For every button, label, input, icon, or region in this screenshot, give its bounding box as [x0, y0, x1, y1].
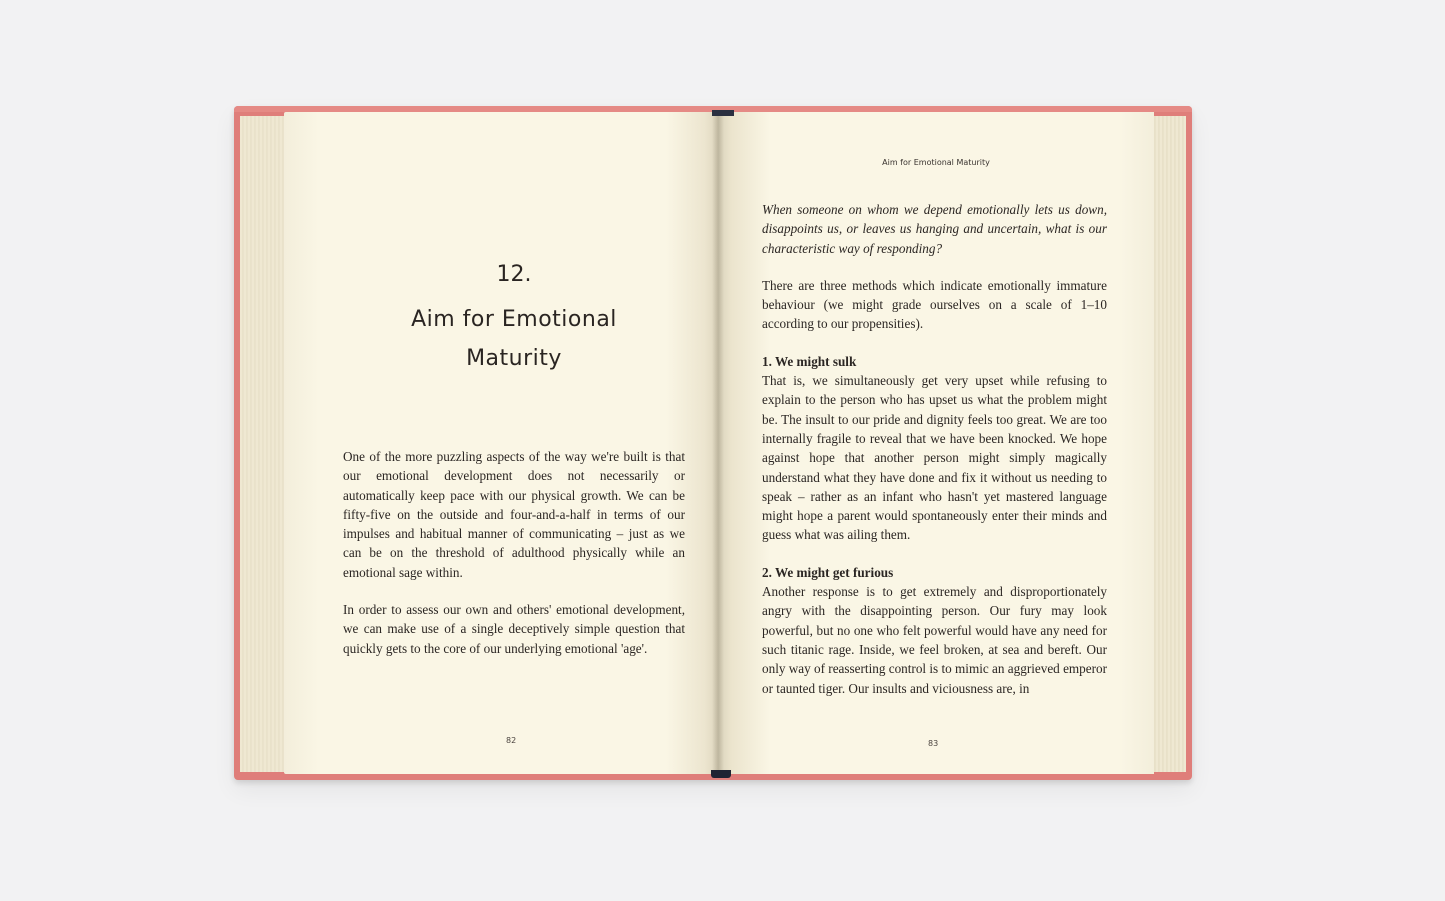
- chapter-title-line2: Maturity: [466, 346, 562, 371]
- chapter-title: [334, 300, 694, 378]
- headband: [712, 110, 734, 116]
- left-page-body: [343, 447, 685, 676]
- ribbon-bookmark: [711, 770, 731, 778]
- left-paragraph-2: In order to assess our own and others' emotional development, we can make use of a single deceptively simple question that quickly gets to the core of our underlying emotional 'age'.: [343, 602, 685, 656]
- chapter-title-line1: Aim for Emotional: [411, 307, 617, 332]
- right-page-body: [762, 200, 1107, 716]
- spine-gutter: [712, 112, 724, 776]
- intro-paragraph: There are three methods which indicate emotionally immature behaviour (we might grade ourselves on a scale of 1–10 according to our propensities).: [762, 277, 1107, 332]
- chapter-number: 12.: [496, 262, 532, 287]
- section-2-text: Another response is to get extremely and disproportionately angry with the disappointing person. Our fury may look powerful, but no one who felt powerful would have any need for such titanic rage. Inside, we feel broken, at sea and bereft. Our only way of reasserting control is to mimic an aggrieved emperor or taunted tiger. Our insults and viciousness are, in: [762, 584, 1107, 696]
- section-1-text: That is, we simultaneously get very upset while refusing to explain to the person who has upset us what the problem might be. The insult to our pride and dignity feels too great. We are too internally fragile to reveal that we have been knocked. We hope against hope that another person might simply magically understand what they have done and fix it without us needing to speak – rather as an infant who hasn't yet mastered language might hope a parent would spontaneously enter their minds and guess what was ailing them.: [762, 373, 1107, 543]
- left-paragraph-1: One of the more puzzling aspects of the way we're built is that our emotional development does not necessarily or automatically keep pace with our physical growth. We can be fifty-five on the outside and four-and-a-half in terms of our impulses and habitual manner of communicating – just as we can be on the threshold of adulthood physically while an emotional sage within.: [343, 449, 685, 580]
- page-number-left: 82: [506, 736, 517, 745]
- running-head: Aim for Emotional Maturity: [882, 158, 990, 167]
- page-number-right: 83: [928, 739, 939, 748]
- page-block-left-edge: [240, 116, 288, 772]
- question-paragraph: When someone on whom we depend emotionally lets us down, disappoints us, or leaves us hanging and uncertain, what is our characteristic way of responding?: [762, 202, 1107, 256]
- section-heading-1: 1. We might sulk: [762, 353, 857, 369]
- page-block-right-edge: [1152, 116, 1186, 772]
- section-heading-2: 2. We might get furious: [762, 564, 894, 580]
